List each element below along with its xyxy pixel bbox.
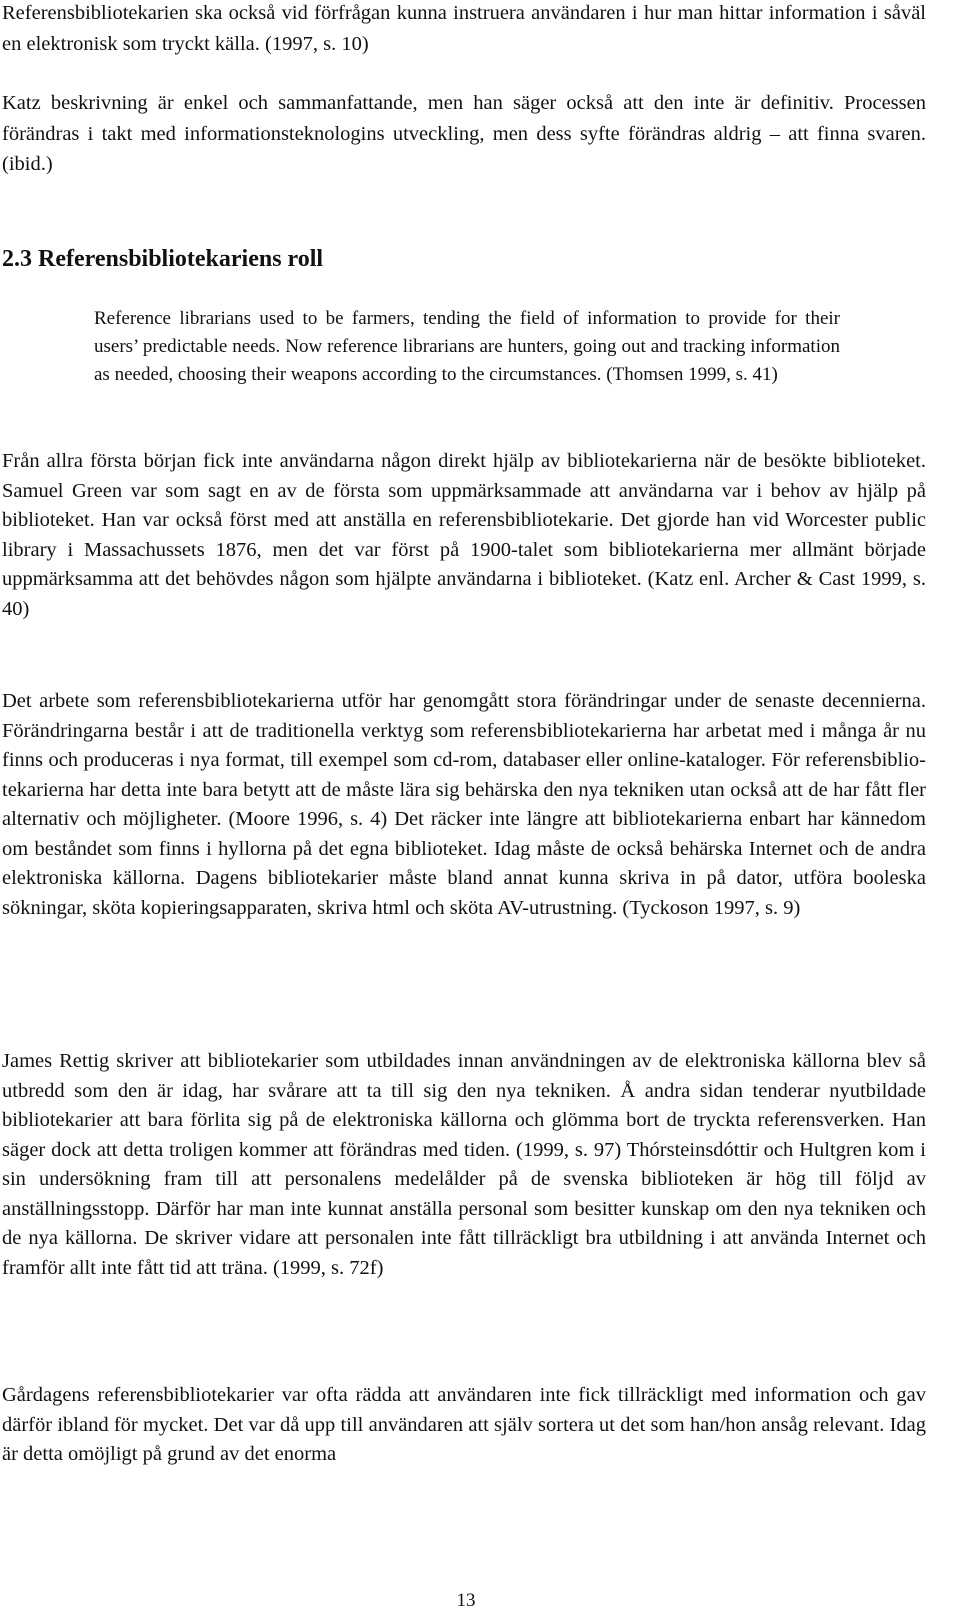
paragraph-changes: Det arbete som referensbibliotekarierna utför har genomgått stora förändringar under de senaste decennierna. Förändringarna består i att de traditionella verktyg som referensbibliotekarierna har arbetat med i många år nu finns och produceras i nya format, till exempel som cd-rom, databaser eller online-kataloger. För referensbiblio-tekarierna har detta inte bara betytt att de måste lära sig behärska den nya tekniken utan också att de har fått fler alternativ och möjligheter. (Moore 1996, s. 4) Det räcker inte längre att bibliotekarierna enbart har kännedom om beståndet som finns i hyllorna på det egna biblioteket. Idag måste de också behärska Internet och de andra elektroniska källorna. Dagens bibliotekarier måste bland annat kunna skriva in på dator, utföra booleska sökningar, sköta kopieringsapparaten, skriva html och sköta AV-utrustning. (Tyckoson 1997, s. 9) — [2, 690, 926, 919]
paragraph-rettig: James Rettig skriver att bibliotekarier som utbildades innan användningen av de elektroniska källorna blev så utbredd som den är idag, har svårare att ta till sig den nya tekniken. Å andra sidan tenderar nyutbildade bibliotekarier att bara förlita sig på de elektroniska källorna och glömma bort de tryckta referensverken. Han säger dock att detta troligen kommer att förändras med tiden. (1999, s. 97) Thórsteinsdóttir och Hultgren kom i sin undersökning fram till att personalens medelålder på de svenska biblioteken är hög till följd av anställningsstopp. Därför har man inte kunnat anställa personal som besitter kunskap om den nya tekniken och de nya källorna. De skriver vidare att personalen inte fått tillräckligt bra utbildning i att använda Internet och framför allt inte fått tid att träna. (1999, s. 72f) — [2, 1050, 926, 1279]
page-number: 13 — [456, 1590, 476, 1611]
paragraph-history: Från allra första början fick inte användarna någon direkt hjälp av bibliotekarierna när de besökte biblioteket. Samuel Green var som sagt en av de första som uppmärksammade att användarna var i behov av hjälp på biblioteket. Han var också först med att anställa en referensbibliotekarie. Det gjorde han vid Worcester public library i Massachussets 1876, men det var först på 1900-talet som bibliotekarierna mer allmänt började uppmärksamma att det behövdes någon som hjälpte användarna i biblioteket. (Katz enl. Archer & Cast 1999, s. 40) — [2, 450, 926, 620]
paragraph-yesterday-librarians: Gårdagens referensbibliotekarier var ofta rädda att användaren inte fick tillräckligt med information och gav därför ibland för mycket. Det var då upp till användaren att själv sortera ut det som han/hon ansåg relevant. Idag är detta omöjligt på grund av det enorma — [2, 1384, 926, 1465]
paragraph-intro-continuation: Referensbibliotekarien ska också vid förfrågan kunna instruera användaren i hur man hittar information i såväl en elektronisk som tryckt källa. (1997, s. 10) — [2, 2, 926, 55]
block-quote: Reference librarians used to be farmers, tending the field of information to provide for their users’ predictable needs. Now reference librarians are hunters, going out and tracking information as needed, choosing their weapons according to the circumstances. (Thomsen 1999, s. 41) — [94, 308, 840, 385]
paragraph-katz-definition: Katz beskrivning är enkel och sammanfattande, men han säger också att den inte är definitiv. Processen förändras i takt med informationsteknologins utveckling, men dess syfte förändras aldrig – att finna svaren. (ibid.) — [2, 92, 926, 175]
section-heading: 2.3 Referensbibliotekariens roll — [2, 246, 324, 272]
